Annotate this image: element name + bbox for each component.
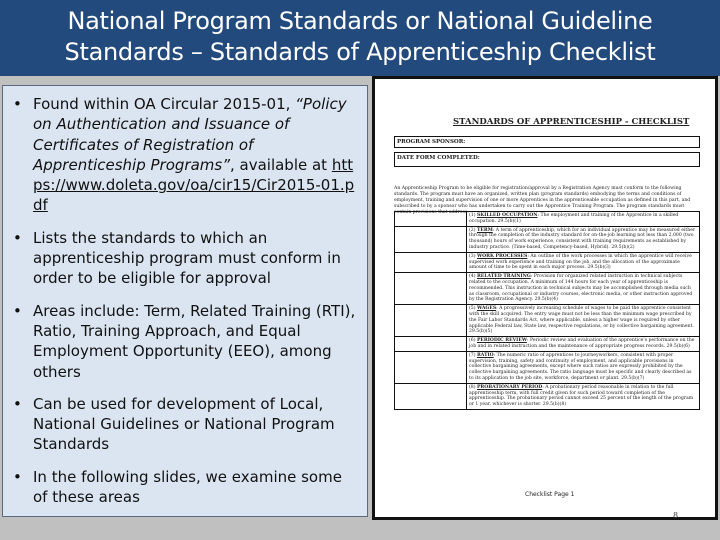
bullet-following [11, 467, 357, 508]
item-text: : A probationary period reasonable in relation to the full apprenticeship term, with full credit given for such period toward completion of the apprenticeship. The probationary period cannot exceed 25 percent of the length of the program or 1 year, whichever is shorter. 29.5(b)(8) [469, 384, 694, 408]
item-heading: RELATED TRAINING [476, 274, 531, 280]
slide-title [0, 0, 720, 76]
bullet-standards [11, 228, 357, 289]
checklist-row [395, 226, 700, 252]
item-number: (7) [469, 352, 477, 358]
bullet-icon: • [13, 228, 22, 247]
date-completed-field: DATE FORM COMPLETED: [394, 152, 700, 167]
checklist-check-cell [395, 337, 467, 352]
circular-link[interactable]: https://www.doleta.gov/oa/cir15/Cir2015-01.pdf [33, 155, 355, 215]
item-text: : The employment and training of the Apprentice in a skilled occupation. 29.5(b)(1) [469, 213, 679, 224]
item-text: : Provision for organized related instruction in technical subjects related to the occupation. A minimum of 144 hours for each year of apprenticeship is recommended. This instruction in technical subjects may be accomplished through media such as classroom, occupational or industry courses, electronic media, or other instruction approved by the Registration Agency. 29.5(b)(4) [469, 274, 693, 303]
bullet-icon: • [13, 467, 22, 486]
checklist-row [395, 212, 700, 227]
checklist-row [395, 273, 700, 305]
checklist-item [467, 273, 700, 305]
bullet-text: Can be used for development of Local, National Guidelines or National Program Standards [33, 394, 335, 454]
bullet-circular [11, 94, 357, 216]
checklist-check-cell [395, 212, 467, 227]
bullet-areas [11, 301, 357, 382]
item-number: (1) [469, 213, 477, 218]
bullet-icon: • [13, 394, 22, 413]
item-text: : An outline of the work processes in which the apprentice will receive supervised work experience and training on the job, and the allocation of the approximate amount of time to be spent in each major process. 29.5(b)(3) [469, 253, 692, 271]
item-text: : A term of apprenticeship, which for an individual apprentice may be measured either through the completion of the industry standard for on-the-job learning not less than 2,000 (two thousand) hours of work experience, consistent with training requirements as established by industry practice. (Time-based, Competency-based, Hybrid). 29.5(b)(2) [469, 227, 696, 250]
item-text: : Periodic review and evaluation of the apprentice's performance on the job and in related instruction and the maintenance of appropriate progress records. 29.5(b)(6) [469, 338, 695, 349]
checklist-item [467, 212, 700, 227]
checklist-row [395, 337, 700, 352]
item-heading: WORK PROCESSES [476, 253, 528, 259]
item-number: (6) [469, 338, 477, 344]
item-heading: RATIO [476, 352, 494, 358]
item-number: (4) [469, 274, 477, 280]
bullet-text: Areas include: Term, Related Training (RTI), Ratio, Training Approach, and Equal Employment Opportunity (EEO), among others [33, 301, 356, 381]
checklist-check-cell [395, 252, 467, 272]
item-text: : A progressively increasing schedule of wages to be paid the apprentice consistent with the skill acquired. The entry wage must not be less than the minimum wage prescribed by the Fair Labor Standards Act, where applicable, unless a higher wage is required by other applicable Federal law, State law, respective regulations, or by collective bargaining agreement. 29.5(b)(5) [469, 306, 694, 335]
program-sponsor-field: PROGRAM SPONSOR: [394, 136, 700, 148]
checklist-item [467, 383, 700, 409]
item-heading: WAGES [476, 306, 497, 312]
circular-title: “Policy on Authentication and Issuance of Certificates of Registration of Apprenticeship Programs” [33, 95, 347, 174]
checklist-item [467, 337, 700, 352]
checklist-check-cell [395, 383, 467, 409]
checklist-table [394, 211, 700, 410]
checklist-footer: Checklist Page 1 [525, 491, 575, 498]
bullet-list [2, 85, 368, 517]
item-heading: PROBATIONARY PERIOD [476, 384, 543, 390]
bullet-text: Lists the standards to which an apprenticeship program must conform in order to be eligible for approval [33, 228, 341, 288]
checklist-item [467, 252, 700, 272]
checklist-check-cell [395, 351, 467, 383]
page-number: 8 [673, 511, 679, 520]
bullet-icon: • [13, 95, 22, 113]
item-number: (2) [469, 227, 477, 233]
bullet-text: Found within OA Circular 2015-01, [33, 95, 296, 113]
title-line-2: Standards – Standards of Apprenticeship Checklist [64, 38, 656, 66]
item-heading: TERM [476, 227, 493, 233]
checklist-check-cell [395, 273, 467, 305]
item-number: (5) [469, 306, 477, 312]
checklist-check-cell [395, 226, 467, 252]
checklist-row [395, 351, 700, 383]
bullet-text: , available at [229, 155, 332, 174]
item-number: (8) [469, 384, 477, 390]
checklist-row [395, 305, 700, 337]
bullet-text: In the following slides, we examine some of these areas [33, 467, 342, 507]
checklist-row [395, 252, 700, 272]
checklist-check-cell [395, 305, 467, 337]
checklist-title: STANDARDS OF APPRENTICESHIP - CHECKLIST [453, 117, 690, 127]
checklist-item [467, 351, 700, 383]
title-line-1: National Program Standards or National Guideline [67, 7, 653, 35]
checklist-row [395, 383, 700, 409]
item-heading: PERIODIC REVIEW [476, 338, 527, 344]
bullet-icon: • [13, 301, 22, 320]
checklist-document-image [372, 76, 718, 520]
checklist-item [467, 226, 700, 252]
item-text: : The numeric ratio of apprentices to journeyworkers, consistent with proper supervision, training, safety and continuity of employment, and applicable provisions in collective bargaining agreements, except where such ratios are expressly prohibited by the collective bargaining agreements. The ratio language must be specific and clearly described as to its application to the job site, workforce, department or plant. 29.5(b)(7) [469, 352, 692, 381]
item-number: (3) [469, 253, 477, 259]
bullet-development [11, 394, 357, 455]
item-heading: SKILLED OCCUPATION [476, 213, 538, 218]
checklist-intro: An Apprenticeship Program to be eligible for registration/approval by a Registration Agency must conform to the following standards. The program must have an organized, written plan (program standards) embodying the terms and conditions of employment, training and supervision of one or more Apprentices in the apprenticeable occupation as defined in this part, and subscribed to by a sponsor who has undertaken to carry out the Apprentice Training Program. The program standards must contain provisions that address: [394, 186, 691, 215]
checklist-item [467, 305, 700, 337]
